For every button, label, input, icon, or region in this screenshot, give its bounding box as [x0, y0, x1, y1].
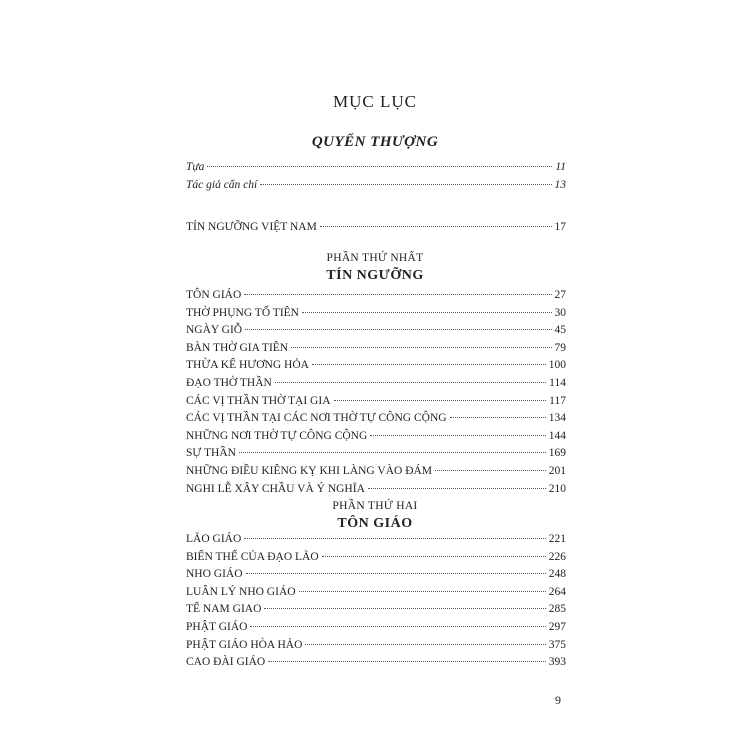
toc-entry-page: 221 [548, 533, 566, 545]
toc-entry-label: BIẾN THỂ CỦA ĐẠO LÃO [186, 550, 319, 563]
toc-entry [186, 463, 566, 481]
toc-entry-page: 11 [555, 161, 566, 173]
dot-leader [244, 294, 551, 295]
dot-leader [250, 626, 545, 627]
toc-entry-intro [186, 219, 566, 237]
front-matter-list [186, 159, 566, 194]
dot-leader [239, 452, 546, 453]
toc-entry-label: PHẬT GIÁO HÒA HẢO [186, 638, 303, 651]
part-two-label: PHẦN THỨ HAI [332, 500, 418, 512]
toc-entry-page: 248 [548, 568, 566, 581]
dot-leader [291, 347, 551, 348]
part-two-heading: TÔN GIÁO [337, 516, 413, 531]
toc-entry-label: ĐẠO THỜ THẦN [186, 376, 272, 389]
toc-entry-page: 144 [548, 429, 566, 442]
dot-leader [370, 435, 545, 436]
toc-entry [186, 393, 566, 411]
toc-entry-page: 13 [554, 178, 566, 191]
toc-entry [186, 322, 566, 340]
toc-entry-label: PHẬT GIÁO [186, 620, 248, 633]
dot-leader [299, 591, 546, 592]
dot-leader [246, 573, 546, 574]
toc-entry-page: 79 [554, 341, 566, 354]
toc-entry [186, 549, 566, 567]
toc-entry [186, 287, 566, 305]
toc-entry-page: 30 [554, 306, 566, 319]
dot-leader [302, 312, 552, 313]
toc-entry-page: 117 [549, 394, 566, 407]
toc-entry [186, 305, 566, 323]
toc-entry-label: BÀN THỜ GIA TIÊN [186, 341, 289, 354]
toc-entry-label: LÃO GIÁO [186, 533, 242, 545]
toc-entry [186, 481, 566, 499]
toc-entry-label: LUÂN LÝ NHO GIÁO [186, 585, 296, 598]
toc-entry-label: NHỮNG ĐIỀU KIÊNG KỴ KHI LÀNG VÀO ĐÁM [186, 464, 433, 477]
toc-entry-label: NGÀY GIỖ [186, 324, 243, 337]
toc-entry-page: 297 [548, 620, 566, 633]
toc-entry-label: TÔN GIÁO [186, 289, 242, 301]
intro-list [186, 219, 566, 237]
dot-leader [320, 226, 552, 227]
toc-entry-label: CAO ĐÀI GIÁO [186, 656, 266, 669]
toc-entry-preface [186, 159, 566, 177]
part-two-list [186, 531, 566, 672]
toc-entry [186, 445, 566, 463]
toc-entry-label: NGHI LỄ XÂY CHẦU VÀ Ý NGHĨA [186, 482, 365, 495]
toc-entry-label: THỜ PHỤNG TỔ TIÊN [186, 306, 299, 319]
toc-entry [186, 619, 566, 637]
toc-entry [186, 654, 566, 672]
toc-entry [186, 601, 566, 619]
toc-entry [186, 531, 566, 549]
toc-entry-page: 285 [548, 603, 566, 616]
toc-entry-page: 201 [548, 464, 566, 477]
toc-entry-label: CÁC VỊ THẦN THỜ TẠI GIA [186, 394, 331, 407]
toc-entry-page: 100 [548, 359, 566, 372]
dot-leader [368, 488, 546, 489]
toc-entry [186, 584, 566, 602]
part-one-heading: TÍN NGƯỠNG [326, 268, 424, 283]
dot-leader [245, 329, 551, 330]
toc-entry-label: CÁC VỊ THẦN TẠI CÁC NƠI THỜ TỰ CÔNG CỘNG [186, 412, 447, 425]
toc-entry-page: 27 [554, 289, 566, 301]
toc-entry-label: Tác giả cẩn chí [186, 178, 258, 191]
part-one-label: PHẦN THỨ NHẤT [326, 252, 424, 264]
dot-leader [260, 184, 551, 185]
toc-entry-page: 114 [549, 376, 566, 389]
toc-entry-label: NHO GIÁO [186, 568, 243, 581]
page-title: MỤC LỤC [333, 92, 417, 111]
toc-entry-page: 17 [554, 221, 566, 233]
dot-leader [322, 556, 546, 557]
dot-leader [244, 538, 545, 539]
dot-leader [435, 470, 546, 471]
dot-leader [264, 608, 545, 609]
dot-leader [334, 400, 547, 401]
toc-entry [186, 375, 566, 393]
dot-leader [450, 417, 546, 418]
toc-entry-page: 375 [548, 638, 566, 651]
toc-entry-page: 45 [554, 324, 566, 337]
toc-entry-label: NHỮNG NƠI THỜ TỰ CÔNG CỘNG [186, 429, 368, 442]
toc-entry-page: 210 [548, 482, 566, 495]
toc-entry-label: THỪA KẾ HƯƠNG HỎA [186, 359, 309, 372]
toc-entry [186, 566, 566, 584]
toc-entry [186, 340, 566, 358]
toc-entry-page: 264 [548, 585, 566, 598]
part-one-list [186, 287, 566, 498]
toc-entry-label: SỰ THẦN [186, 447, 236, 460]
toc-entry-author-note [186, 177, 566, 195]
toc-entry [186, 428, 566, 446]
toc-entry [186, 637, 566, 655]
toc-entry-page: 134 [548, 412, 566, 425]
dot-leader [268, 661, 546, 662]
dot-leader [305, 644, 545, 645]
dot-leader [275, 382, 546, 383]
toc-entry-page: 393 [548, 656, 566, 669]
toc-entry-label: TÍN NGƯỠNG VIỆT NAM [186, 221, 317, 233]
toc-entry-page: 169 [548, 447, 566, 460]
toc-entry [186, 410, 566, 428]
dot-leader [312, 364, 546, 365]
toc-entry-label: TẾ NAM GIAO [186, 603, 262, 616]
dot-leader [207, 166, 552, 167]
page-number: 9 [555, 693, 561, 707]
toc-entry [186, 357, 566, 375]
toc-entry-page: 226 [548, 550, 566, 563]
toc-entry-label: Tựa [186, 161, 205, 173]
volume-title: QUYỂN THƯỢNG [311, 134, 439, 150]
